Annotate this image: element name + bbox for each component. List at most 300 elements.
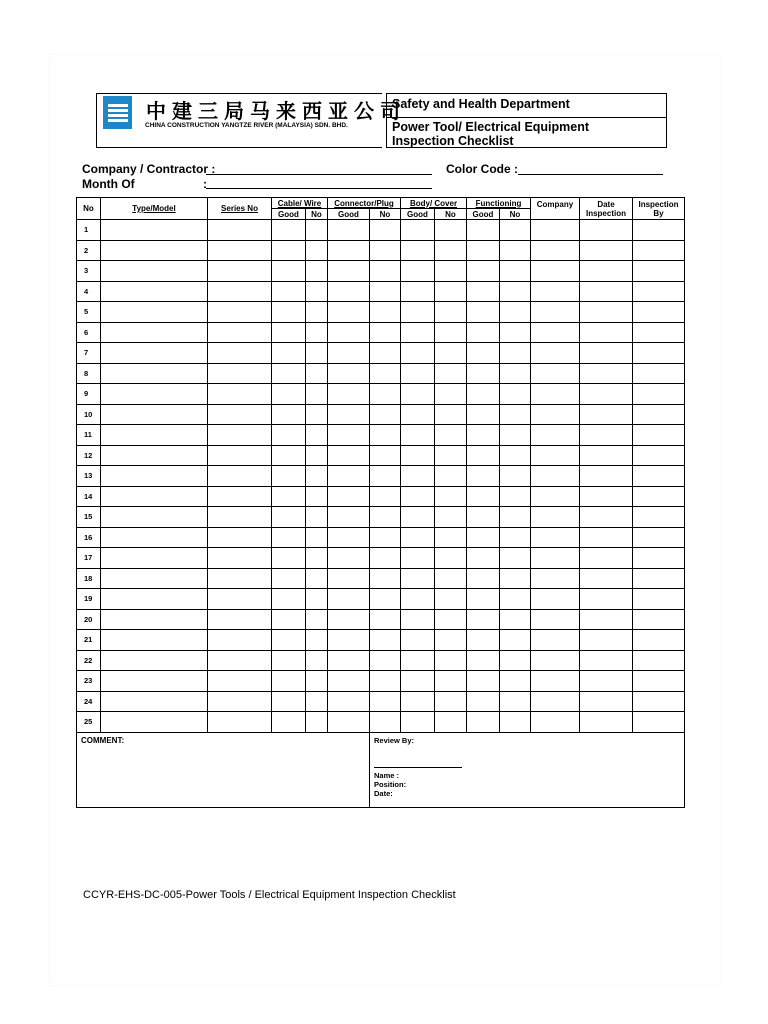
table-cell[interactable]	[401, 322, 435, 343]
table-cell[interactable]	[467, 486, 500, 507]
table-cell[interactable]	[328, 425, 370, 446]
table-cell[interactable]	[467, 712, 500, 733]
table-cell[interactable]	[435, 261, 467, 282]
table-cell[interactable]	[500, 589, 531, 610]
table-cell[interactable]	[633, 548, 685, 569]
table-cell[interactable]	[306, 220, 328, 241]
table-cell[interactable]	[531, 363, 580, 384]
table-cell[interactable]	[401, 712, 435, 733]
table-cell[interactable]	[500, 220, 531, 241]
table-cell[interactable]	[580, 322, 633, 343]
table-cell[interactable]	[633, 507, 685, 528]
table-cell[interactable]	[467, 220, 500, 241]
table-cell[interactable]	[101, 425, 208, 446]
color-code-field[interactable]	[518, 174, 663, 175]
table-cell[interactable]	[500, 486, 531, 507]
table-cell[interactable]	[272, 343, 306, 364]
table-cell[interactable]	[370, 240, 401, 261]
table-cell[interactable]	[633, 384, 685, 405]
table-cell[interactable]	[401, 445, 435, 466]
table-cell[interactable]	[500, 650, 531, 671]
table-cell[interactable]	[467, 445, 500, 466]
table-cell[interactable]	[370, 486, 401, 507]
table-cell[interactable]	[500, 404, 531, 425]
table-cell[interactable]	[500, 384, 531, 405]
table-cell[interactable]	[580, 486, 633, 507]
table-cell[interactable]	[580, 527, 633, 548]
table-cell[interactable]	[370, 609, 401, 630]
table-cell[interactable]	[272, 322, 306, 343]
table-cell[interactable]	[101, 548, 208, 569]
table-cell[interactable]	[467, 609, 500, 630]
table-cell[interactable]	[531, 609, 580, 630]
table-cell[interactable]	[531, 466, 580, 487]
table-cell[interactable]	[306, 568, 328, 589]
table-cell[interactable]	[401, 425, 435, 446]
table-cell[interactable]	[633, 630, 685, 651]
table-cell[interactable]	[272, 363, 306, 384]
table-cell[interactable]	[467, 466, 500, 487]
table-cell[interactable]	[531, 630, 580, 651]
table-cell[interactable]	[208, 240, 272, 261]
table-cell[interactable]	[370, 466, 401, 487]
table-cell[interactable]	[208, 322, 272, 343]
table-cell[interactable]	[208, 384, 272, 405]
table-cell[interactable]	[401, 568, 435, 589]
table-cell[interactable]	[101, 343, 208, 364]
table-cell[interactable]	[101, 609, 208, 630]
table-cell[interactable]	[580, 548, 633, 569]
month-of-field[interactable]	[206, 188, 432, 189]
table-cell[interactable]	[272, 384, 306, 405]
table-cell[interactable]	[101, 568, 208, 589]
table-cell[interactable]	[208, 302, 272, 323]
table-cell[interactable]	[208, 691, 272, 712]
table-cell[interactable]	[401, 671, 435, 692]
table-cell[interactable]	[101, 261, 208, 282]
table-cell[interactable]	[208, 712, 272, 733]
table-cell[interactable]	[101, 507, 208, 528]
table-cell[interactable]	[306, 425, 328, 446]
table-cell[interactable]	[531, 712, 580, 733]
table-cell[interactable]	[101, 650, 208, 671]
table-cell[interactable]	[328, 363, 370, 384]
table-cell[interactable]	[531, 220, 580, 241]
table-cell[interactable]	[633, 220, 685, 241]
table-cell[interactable]	[633, 466, 685, 487]
table-cell[interactable]	[580, 589, 633, 610]
table-cell[interactable]	[101, 671, 208, 692]
table-cell[interactable]	[531, 486, 580, 507]
table-cell[interactable]	[328, 712, 370, 733]
table-cell[interactable]	[467, 691, 500, 712]
table-cell[interactable]	[633, 445, 685, 466]
table-cell[interactable]	[306, 445, 328, 466]
table-cell[interactable]	[435, 466, 467, 487]
table-cell[interactable]	[531, 548, 580, 569]
table-cell[interactable]	[306, 650, 328, 671]
table-cell[interactable]	[328, 445, 370, 466]
table-cell[interactable]	[401, 589, 435, 610]
table-cell[interactable]	[531, 322, 580, 343]
table-cell[interactable]	[370, 445, 401, 466]
table-cell[interactable]	[272, 261, 306, 282]
table-cell[interactable]	[500, 630, 531, 651]
table-cell[interactable]	[435, 363, 467, 384]
table-cell[interactable]	[101, 404, 208, 425]
table-cell[interactable]	[500, 568, 531, 589]
table-cell[interactable]	[435, 445, 467, 466]
table-cell[interactable]	[272, 630, 306, 651]
table-cell[interactable]	[435, 322, 467, 343]
table-cell[interactable]	[467, 404, 500, 425]
table-cell[interactable]	[328, 589, 370, 610]
table-cell[interactable]	[435, 609, 467, 630]
table-cell[interactable]	[580, 425, 633, 446]
table-cell[interactable]	[401, 548, 435, 569]
table-cell[interactable]	[435, 712, 467, 733]
table-cell[interactable]	[370, 404, 401, 425]
table-cell[interactable]	[531, 650, 580, 671]
table-cell[interactable]	[467, 302, 500, 323]
table-cell[interactable]	[208, 650, 272, 671]
table-cell[interactable]	[401, 281, 435, 302]
table-cell[interactable]	[101, 691, 208, 712]
table-cell[interactable]	[370, 220, 401, 241]
table-cell[interactable]	[500, 671, 531, 692]
signature-line[interactable]	[374, 767, 462, 768]
table-cell[interactable]	[101, 712, 208, 733]
table-cell[interactable]	[467, 384, 500, 405]
table-cell[interactable]	[500, 363, 531, 384]
table-cell[interactable]	[633, 486, 685, 507]
table-cell[interactable]	[435, 404, 467, 425]
table-cell[interactable]	[401, 404, 435, 425]
table-cell[interactable]	[328, 527, 370, 548]
table-cell[interactable]	[208, 548, 272, 569]
table-cell[interactable]	[370, 568, 401, 589]
table-cell[interactable]	[208, 589, 272, 610]
table-cell[interactable]	[328, 548, 370, 569]
table-cell[interactable]	[580, 712, 633, 733]
table-cell[interactable]	[306, 486, 328, 507]
table-cell[interactable]	[633, 322, 685, 343]
table-cell[interactable]	[633, 425, 685, 446]
table-cell[interactable]	[435, 589, 467, 610]
table-cell[interactable]	[435, 425, 467, 446]
company-contractor-field[interactable]	[206, 174, 432, 175]
table-cell[interactable]	[633, 261, 685, 282]
table-cell[interactable]	[306, 589, 328, 610]
table-cell[interactable]	[435, 691, 467, 712]
table-cell[interactable]	[328, 322, 370, 343]
table-cell[interactable]	[500, 261, 531, 282]
table-cell[interactable]	[401, 527, 435, 548]
table-cell[interactable]	[435, 630, 467, 651]
table-cell[interactable]	[306, 281, 328, 302]
table-cell[interactable]	[531, 691, 580, 712]
table-cell[interactable]	[328, 630, 370, 651]
table-cell[interactable]	[370, 712, 401, 733]
table-cell[interactable]	[531, 425, 580, 446]
table-cell[interactable]	[531, 281, 580, 302]
comment-cell[interactable]	[77, 732, 370, 807]
table-cell[interactable]	[101, 466, 208, 487]
table-cell[interactable]	[306, 712, 328, 733]
table-cell[interactable]	[633, 281, 685, 302]
table-cell[interactable]	[467, 240, 500, 261]
table-cell[interactable]	[208, 445, 272, 466]
table-cell[interactable]	[467, 343, 500, 364]
table-cell[interactable]	[633, 302, 685, 323]
table-cell[interactable]	[101, 630, 208, 651]
table-cell[interactable]	[370, 261, 401, 282]
table-cell[interactable]	[208, 609, 272, 630]
table-cell[interactable]	[328, 568, 370, 589]
table-cell[interactable]	[500, 691, 531, 712]
table-cell[interactable]	[306, 609, 328, 630]
table-cell[interactable]	[306, 466, 328, 487]
table-cell[interactable]	[401, 220, 435, 241]
table-cell[interactable]	[500, 466, 531, 487]
table-cell[interactable]	[633, 363, 685, 384]
table-cell[interactable]	[435, 486, 467, 507]
table-cell[interactable]	[467, 630, 500, 651]
table-cell[interactable]	[401, 609, 435, 630]
table-cell[interactable]	[370, 507, 401, 528]
table-cell[interactable]	[306, 363, 328, 384]
table-cell[interactable]	[328, 650, 370, 671]
table-cell[interactable]	[435, 384, 467, 405]
table-cell[interactable]	[500, 281, 531, 302]
table-cell[interactable]	[328, 404, 370, 425]
table-cell[interactable]	[328, 507, 370, 528]
table-cell[interactable]	[306, 322, 328, 343]
table-cell[interactable]	[272, 404, 306, 425]
table-cell[interactable]	[272, 527, 306, 548]
table-cell[interactable]	[531, 261, 580, 282]
table-cell[interactable]	[208, 486, 272, 507]
table-cell[interactable]	[370, 691, 401, 712]
table-cell[interactable]	[101, 363, 208, 384]
table-cell[interactable]	[272, 589, 306, 610]
table-cell[interactable]	[500, 527, 531, 548]
table-cell[interactable]	[208, 281, 272, 302]
table-cell[interactable]	[580, 384, 633, 405]
table-cell[interactable]	[370, 281, 401, 302]
table-cell[interactable]	[401, 466, 435, 487]
table-cell[interactable]	[467, 548, 500, 569]
table-cell[interactable]	[370, 671, 401, 692]
table-cell[interactable]	[306, 404, 328, 425]
table-cell[interactable]	[272, 466, 306, 487]
table-cell[interactable]	[401, 343, 435, 364]
table-cell[interactable]	[208, 466, 272, 487]
table-cell[interactable]	[580, 630, 633, 651]
table-cell[interactable]	[580, 650, 633, 671]
table-cell[interactable]	[101, 302, 208, 323]
table-cell[interactable]	[435, 548, 467, 569]
table-cell[interactable]	[272, 609, 306, 630]
table-cell[interactable]	[500, 322, 531, 343]
table-cell[interactable]	[401, 507, 435, 528]
table-cell[interactable]	[500, 507, 531, 528]
table-cell[interactable]	[306, 507, 328, 528]
table-cell[interactable]	[531, 507, 580, 528]
table-cell[interactable]	[370, 343, 401, 364]
table-cell[interactable]	[401, 486, 435, 507]
table-cell[interactable]	[467, 671, 500, 692]
table-cell[interactable]	[306, 343, 328, 364]
table-cell[interactable]	[101, 589, 208, 610]
table-cell[interactable]	[633, 609, 685, 630]
table-cell[interactable]	[101, 445, 208, 466]
table-cell[interactable]	[208, 425, 272, 446]
table-cell[interactable]	[328, 691, 370, 712]
table-cell[interactable]	[435, 671, 467, 692]
table-cell[interactable]	[370, 589, 401, 610]
table-cell[interactable]	[370, 363, 401, 384]
table-cell[interactable]	[500, 240, 531, 261]
table-cell[interactable]	[101, 322, 208, 343]
table-cell[interactable]	[370, 527, 401, 548]
table-cell[interactable]	[370, 425, 401, 446]
table-cell[interactable]	[580, 261, 633, 282]
table-cell[interactable]	[401, 240, 435, 261]
table-cell[interactable]	[531, 343, 580, 364]
table-cell[interactable]	[467, 589, 500, 610]
table-cell[interactable]	[208, 507, 272, 528]
table-cell[interactable]	[531, 302, 580, 323]
table-cell[interactable]	[531, 589, 580, 610]
table-cell[interactable]	[531, 404, 580, 425]
table-cell[interactable]	[467, 261, 500, 282]
table-cell[interactable]	[370, 650, 401, 671]
table-cell[interactable]	[435, 650, 467, 671]
table-cell[interactable]	[531, 527, 580, 548]
table-cell[interactable]	[272, 691, 306, 712]
table-cell[interactable]	[272, 507, 306, 528]
table-cell[interactable]	[328, 466, 370, 487]
table-cell[interactable]	[500, 609, 531, 630]
table-cell[interactable]	[208, 220, 272, 241]
table-cell[interactable]	[633, 671, 685, 692]
table-cell[interactable]	[633, 568, 685, 589]
table-cell[interactable]	[401, 630, 435, 651]
table-cell[interactable]	[272, 568, 306, 589]
table-cell[interactable]	[401, 363, 435, 384]
table-cell[interactable]	[328, 240, 370, 261]
table-cell[interactable]	[272, 445, 306, 466]
table-cell[interactable]	[401, 302, 435, 323]
table-cell[interactable]	[531, 568, 580, 589]
table-cell[interactable]	[208, 671, 272, 692]
table-cell[interactable]	[531, 445, 580, 466]
table-cell[interactable]	[272, 220, 306, 241]
table-cell[interactable]	[272, 548, 306, 569]
table-cell[interactable]	[101, 240, 208, 261]
table-cell[interactable]	[435, 220, 467, 241]
table-cell[interactable]	[101, 220, 208, 241]
table-cell[interactable]	[500, 548, 531, 569]
table-cell[interactable]	[633, 527, 685, 548]
table-cell[interactable]	[580, 363, 633, 384]
table-cell[interactable]	[272, 425, 306, 446]
table-cell[interactable]	[580, 445, 633, 466]
table-cell[interactable]	[306, 240, 328, 261]
table-cell[interactable]	[467, 363, 500, 384]
table-cell[interactable]	[306, 261, 328, 282]
table-cell[interactable]	[272, 650, 306, 671]
table-cell[interactable]	[401, 384, 435, 405]
table-cell[interactable]	[531, 240, 580, 261]
table-cell[interactable]	[580, 609, 633, 630]
table-cell[interactable]	[370, 384, 401, 405]
table-cell[interactable]	[435, 568, 467, 589]
table-cell[interactable]	[435, 281, 467, 302]
table-cell[interactable]	[306, 527, 328, 548]
table-cell[interactable]	[306, 548, 328, 569]
table-cell[interactable]	[306, 384, 328, 405]
table-cell[interactable]	[435, 240, 467, 261]
table-cell[interactable]	[328, 220, 370, 241]
table-cell[interactable]	[580, 568, 633, 589]
table-cell[interactable]	[272, 712, 306, 733]
table-cell[interactable]	[467, 281, 500, 302]
table-cell[interactable]	[500, 425, 531, 446]
table-cell[interactable]	[208, 527, 272, 548]
table-cell[interactable]	[328, 384, 370, 405]
table-cell[interactable]	[328, 486, 370, 507]
table-cell[interactable]	[208, 343, 272, 364]
table-cell[interactable]	[306, 671, 328, 692]
table-cell[interactable]	[208, 261, 272, 282]
table-cell[interactable]	[467, 527, 500, 548]
table-cell[interactable]	[580, 466, 633, 487]
table-cell[interactable]	[101, 527, 208, 548]
table-cell[interactable]	[208, 568, 272, 589]
table-cell[interactable]	[208, 404, 272, 425]
table-cell[interactable]	[633, 240, 685, 261]
table-cell[interactable]	[328, 302, 370, 323]
table-cell[interactable]	[370, 630, 401, 651]
table-cell[interactable]	[531, 671, 580, 692]
table-cell[interactable]	[370, 302, 401, 323]
table-cell[interactable]	[435, 507, 467, 528]
table-cell[interactable]	[467, 322, 500, 343]
table-cell[interactable]	[633, 404, 685, 425]
table-cell[interactable]	[401, 650, 435, 671]
table-cell[interactable]	[272, 281, 306, 302]
table-cell[interactable]	[328, 609, 370, 630]
table-cell[interactable]	[272, 486, 306, 507]
table-cell[interactable]	[633, 343, 685, 364]
table-cell[interactable]	[435, 343, 467, 364]
table-cell[interactable]	[306, 302, 328, 323]
table-cell[interactable]	[500, 712, 531, 733]
table-cell[interactable]	[633, 712, 685, 733]
table-cell[interactable]	[580, 240, 633, 261]
table-cell[interactable]	[328, 261, 370, 282]
table-cell[interactable]	[531, 384, 580, 405]
table-cell[interactable]	[580, 220, 633, 241]
table-cell[interactable]	[467, 650, 500, 671]
table-cell[interactable]	[370, 322, 401, 343]
table-cell[interactable]	[435, 527, 467, 548]
table-cell[interactable]	[328, 343, 370, 364]
table-cell[interactable]	[401, 261, 435, 282]
table-cell[interactable]	[272, 302, 306, 323]
